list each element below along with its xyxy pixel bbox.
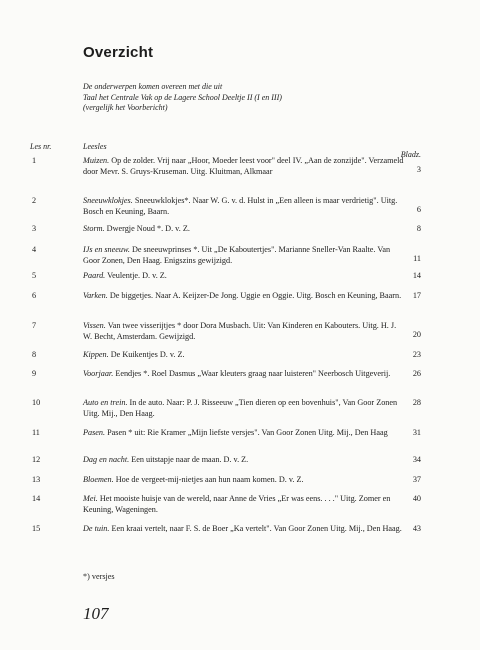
lesson-subject: Dag en nacht. <box>83 455 130 464</box>
lesson-source: In de auto. Naar: P. J. Risseeuw „Tien dieren op een bovenhuis", Van Goor Zonen Uitg. Mij., Den Haag. <box>83 398 398 418</box>
lesson-number: 4 <box>32 245 37 254</box>
lesson-subject: Auto en trein. <box>83 398 128 407</box>
lesson-number: 8 <box>32 350 37 359</box>
lesson-description <box>83 455 405 466</box>
lesson-source: De sneeuwprinses *. Uit „De Kaboutertjes". Marianne Sneller-Van Raalte. Van Goor Zonen, Den Haag. Enigszins gewijzigd. <box>83 245 391 265</box>
lesson-source: De biggetjes. Naar A. Keijzer-De Jong. Uggie en Oggie. Uitg. Bosch en Keuning, Baarn. <box>107 291 402 300</box>
page-reference: 11 <box>413 254 421 263</box>
lesson-subject: Vissen. <box>83 321 106 330</box>
page-reference: 40 <box>412 494 421 503</box>
page-reference: 26 <box>412 369 421 378</box>
lesson-source: Veulentje. D. v. Z. <box>105 271 167 280</box>
lesson-number: 6 <box>32 291 37 300</box>
lesson-source: Hoe de vergeet-mij-nietjes aan hun naam komen. D. v. Z. <box>113 475 304 484</box>
page-reference: 6 <box>416 205 421 214</box>
lesson-subject: De tuin. <box>83 524 110 533</box>
lesson-number: 11 <box>32 428 40 437</box>
lesson-number: 3 <box>32 224 37 233</box>
lesson-number: 15 <box>32 524 41 533</box>
lesson-description <box>83 156 405 177</box>
lesson-number: 5 <box>32 271 37 280</box>
lesson-source: Het mooiste huisje van de wereld, naar Anne de Vries „Er was eens. . . ." Uitg. Zomer en Keuning, Wageningen. <box>83 494 391 514</box>
lesson-number: 14 <box>32 494 41 503</box>
lesson-description <box>83 291 405 302</box>
lesson-source: Sneeuwklokjes*. Naar W. G. v. d. Hulst in „Een alleen is maar verdrietig". Uitg. Bosch en Keuning, Baarn. <box>83 196 398 216</box>
page-reference: 43 <box>412 524 421 533</box>
page-reference: 8 <box>416 224 421 233</box>
lesson-description <box>83 224 405 235</box>
lesson-source: Dwergje Noud *. D. v. Z. <box>104 224 190 233</box>
lesson-source: Op de zolder. Vrij naar „Hoor, Moeder leest voor" deel IV. „Aan de zonzijde". Verzameld door Mevr. S. Gruys-Kruseman. Uitg. Kluitman, Alkmaar <box>83 156 404 176</box>
page-reference: 23 <box>412 350 421 359</box>
lesson-subject: Voorjaar. <box>83 369 114 378</box>
lesson-description <box>83 369 405 380</box>
lesson-subject: Bloemen. <box>83 475 114 484</box>
intro-line: (vergelijk het Voorbericht) <box>83 103 168 112</box>
intro-text <box>83 82 282 114</box>
column-header-bladz: Bladz. <box>400 150 421 159</box>
lesson-description <box>83 494 405 515</box>
page-reference: 3 <box>416 165 421 174</box>
lesson-description <box>83 321 405 342</box>
lesson-description <box>83 196 405 217</box>
lesson-source: Een kraai vertelt, naar F. S. de Boer „Ka vertelt". Van Goor Zonen Uitg. Mij., Den Haag. <box>109 524 402 533</box>
lesson-description <box>83 428 405 439</box>
page-number: 107 <box>83 604 109 623</box>
footnote: *) versjes <box>83 572 115 581</box>
intro-line: De onderwerpen komen overeen met die uit <box>83 82 223 91</box>
column-header-leesles: Leesles <box>83 142 107 151</box>
lesson-description <box>83 524 405 535</box>
lesson-subject: Muizen. <box>83 156 110 165</box>
lesson-number: 9 <box>32 369 37 378</box>
page-reference: 28 <box>412 398 421 407</box>
lesson-subject: Storm. <box>83 224 105 233</box>
lesson-subject: Pasen. <box>83 428 106 437</box>
lesson-description <box>83 271 405 282</box>
lesson-description <box>83 475 405 486</box>
lesson-source: Pasen * uit: Rie Kramer „Mijn liefste versjes". Van Goor Zonen Uitg. Mij., Den Haag <box>105 428 388 437</box>
lesson-number: 1 <box>32 156 37 165</box>
lesson-subject: Mei. <box>83 494 98 503</box>
lesson-number: 2 <box>32 196 37 205</box>
lesson-number: 12 <box>32 455 41 464</box>
lesson-source: Van twee visserijtjes * door Dora Musbach. Uit: Van Kinderen en Kabouters. Uitg. H. J. W. Becht, Amsterdam. Gewijzigd. <box>83 321 397 341</box>
lesson-description <box>83 398 405 419</box>
page-reference: 34 <box>412 455 421 464</box>
lesson-number: 10 <box>32 398 41 407</box>
lesson-source: Eendjes *. Roel Dasmus „Waar kleuters graag naar luisteren" Neerbosch Uitgeverij. <box>113 369 391 378</box>
page-reference: 17 <box>412 291 421 300</box>
page-title: Overzicht <box>83 44 154 61</box>
lesson-subject: Sneeuwklokjes. <box>83 196 133 205</box>
column-header-les: Les nr. <box>30 142 52 151</box>
lesson-number: 7 <box>32 321 37 330</box>
lesson-subject: Paard. <box>83 271 106 280</box>
lesson-description <box>83 350 405 361</box>
lesson-subject: Varken. <box>83 291 108 300</box>
lesson-subject: Kippen. <box>83 350 109 359</box>
lesson-source: Een uitstapje naar de maan. D. v. Z. <box>129 455 249 464</box>
lesson-subject: IJs en sneeuw. <box>83 245 130 254</box>
intro-line: Taal het Centrale Vak op de Lagere School Deeltje II (I en III) <box>83 92 282 102</box>
page-reference: 20 <box>412 330 421 339</box>
lesson-description <box>83 245 405 266</box>
page-reference: 14 <box>412 271 421 280</box>
page-reference: 37 <box>412 475 421 484</box>
lesson-source: De Kuikentjes D. v. Z. <box>108 350 185 359</box>
lesson-number: 13 <box>32 475 41 484</box>
page-reference: 31 <box>412 428 421 437</box>
